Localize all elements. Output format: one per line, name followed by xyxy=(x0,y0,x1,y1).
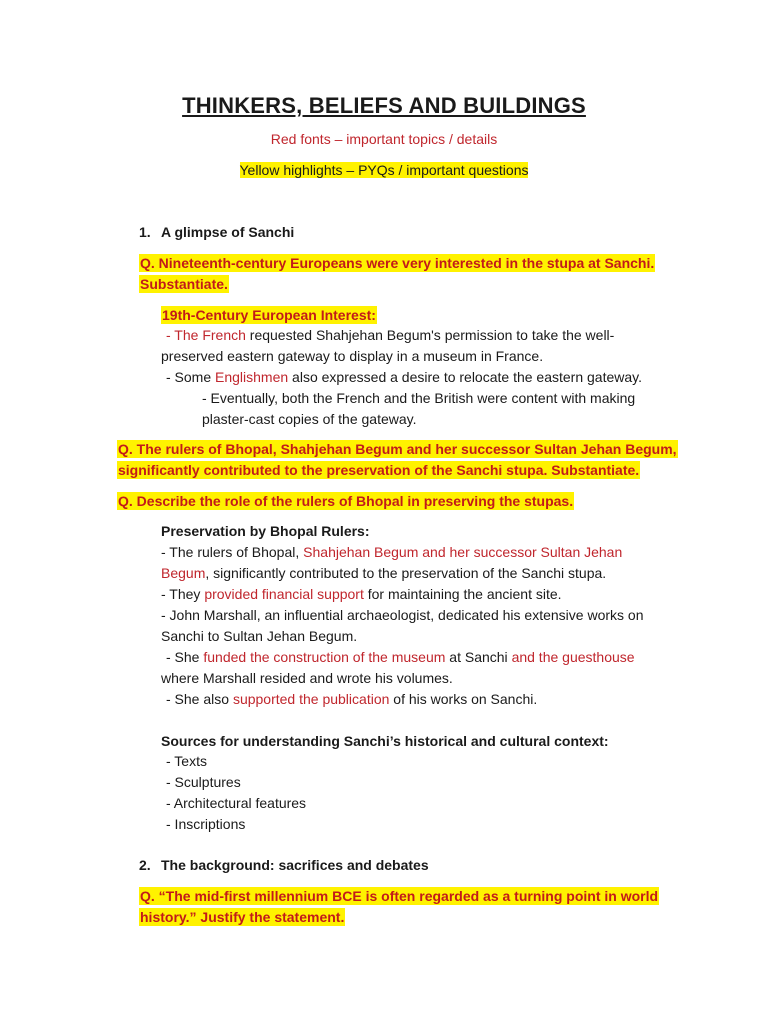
question-3-text: Q. Describe the role of the rulers of Bhopal in preserving the stupas. xyxy=(118,493,574,509)
legend-yellow-text: Yellow highlights – PYQs / important questions xyxy=(239,162,529,178)
begums-label: Shahjehan Begum and her successor Sultan Jehan xyxy=(303,544,623,560)
preservation-line-3-a: - They xyxy=(161,586,205,602)
question-1-line-2 xyxy=(139,274,229,295)
question-3 xyxy=(117,491,574,512)
interest-line-1-rest: requested Shahjehan Begum's permission to take the well- xyxy=(245,327,615,343)
preservation-line-5: Sanchi to Sultan Jehan Begum. xyxy=(161,628,358,644)
interest-heading-text: 19th-Century European Interest: xyxy=(162,307,376,323)
question-1-line-1 xyxy=(139,253,655,274)
interest-heading xyxy=(161,305,377,326)
preservation-line-6-a: - She xyxy=(166,649,204,665)
preservation-line-2-b: , significantly contributed to the preservation of the Sanchi stupa. xyxy=(205,565,607,581)
preservation-line-2 xyxy=(161,563,606,584)
source-item: - Sculptures xyxy=(166,774,241,790)
legend-yellow-highlights xyxy=(0,162,768,178)
french-label: - The French xyxy=(166,327,246,343)
question-2-line-2 xyxy=(117,460,640,481)
section-2-question-text-1: Q. “The mid-first millennium BCE is often regarded as a turning point in world xyxy=(140,888,659,904)
englishmen-label: Englishmen xyxy=(215,369,289,385)
preservation-line-6-b: at Sanchi xyxy=(445,649,512,665)
section-1-title: A glimpse of Sanchi xyxy=(161,224,295,240)
preservation-line-6 xyxy=(166,647,635,668)
question-2-line-1 xyxy=(117,439,678,460)
publication-label: supported the publication xyxy=(232,691,390,707)
source-item: - Architectural features xyxy=(166,795,307,811)
section-2-number: 2. xyxy=(139,857,151,873)
preservation-line-1 xyxy=(161,542,622,563)
financial-support-label: provided financial support xyxy=(204,586,364,602)
source-item: - Texts xyxy=(166,753,207,769)
preservation-line-3-b: for maintaining the ancient site. xyxy=(363,586,562,602)
section-2-question-line-2 xyxy=(139,907,345,928)
museum-label: funded the construction of the museum xyxy=(203,649,446,665)
interest-line-5: plaster-cast copies of the gateway. xyxy=(202,411,417,427)
preservation-line-3 xyxy=(161,584,562,605)
interest-line-3-a: - Some xyxy=(166,369,216,385)
sources-heading: Sources for understanding Sanchi’s historical and cultural context: xyxy=(161,733,609,749)
legend-red-fonts: Red fonts – important topics / details xyxy=(270,131,498,147)
interest-line-3 xyxy=(166,367,642,388)
preservation-line-8-b: of his works on Sanchi. xyxy=(389,691,538,707)
interest-line-4: - Eventually, both the French and the British were content with making xyxy=(202,390,636,406)
section-2-question-line-1 xyxy=(139,886,659,907)
page-title: THINKERS, BELIEFS AND BUILDINGS xyxy=(182,93,586,118)
preservation-line-8 xyxy=(166,689,537,710)
source-item: - Inscriptions xyxy=(166,816,246,832)
section-1-number: 1. xyxy=(139,224,151,240)
question-2-text-2: significantly contributed to the preservation of the Sanchi stupa. Substantiate. xyxy=(118,462,640,478)
preservation-line-8-a: - She also xyxy=(166,691,233,707)
question-2-text-1: Q. The rulers of Bhopal, Shahjehan Begum and her successor Sultan Jehan Begum, xyxy=(118,441,677,457)
section-2-title: The background: sacrifices and debates xyxy=(161,857,429,873)
question-1-text-1: Q. Nineteenth-century Europeans were very interested in the stupa at Sanchi. xyxy=(140,255,655,271)
section-2-question-text-2: history.” Justify the statement. xyxy=(140,909,345,925)
question-1-text-2: Substantiate. xyxy=(140,276,228,292)
preservation-line-4: - John Marshall, an influential archaeologist, dedicated his extensive works on xyxy=(161,607,644,623)
guesthouse-label: and the guesthouse xyxy=(511,649,635,665)
section-1-heading xyxy=(139,222,294,243)
interest-line-2: preserved eastern gateway to display in a museum in France. xyxy=(161,348,544,364)
interest-line-1 xyxy=(166,325,614,346)
interest-line-3-b: also expressed a desire to relocate the eastern gateway. xyxy=(288,369,643,385)
preservation-line-1-a: - The rulers of Bhopal, xyxy=(161,544,304,560)
section-2-heading xyxy=(139,855,429,876)
begum-label: Begum xyxy=(161,565,206,581)
preservation-heading: Preservation by Bhopal Rulers: xyxy=(161,523,370,539)
preservation-line-7: where Marshall resided and wrote his volumes. xyxy=(161,670,453,686)
